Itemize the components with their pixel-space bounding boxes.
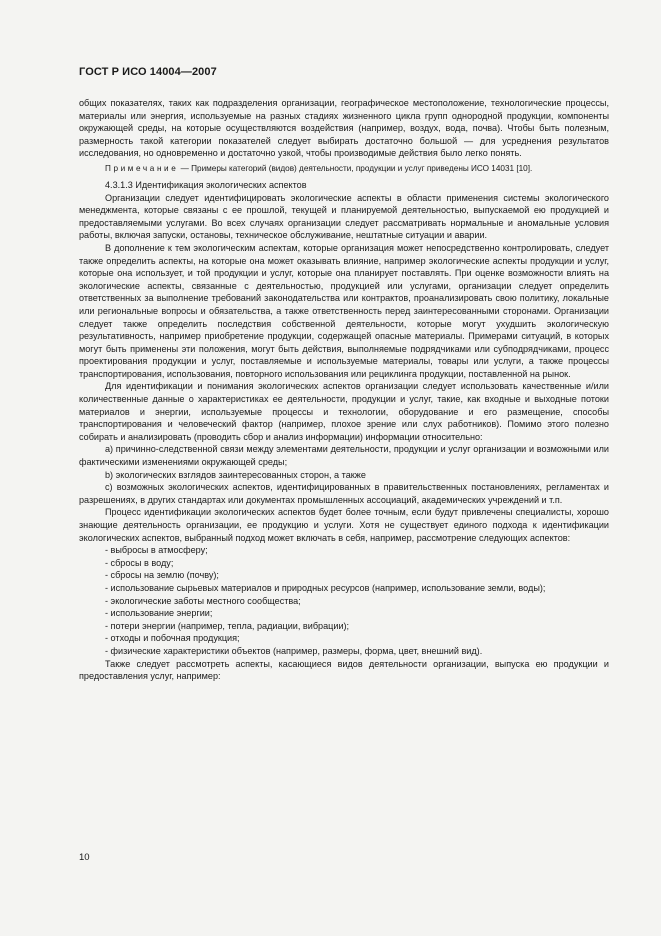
dash-item: - отходы и побочная продукция; xyxy=(105,633,240,644)
paragraph: Организации следует идентифицировать экологические аспекты в области применения системы экологического менеджмента, которые связаны с ее прошлой, текущей и планируемой деятельностью, выпускаемой ею продукцией и предоставляемыми услугами. Во всех случаях организации следует рассматривать нормальные и аномальные условия работы, включая запуски, остановы, техническое обслуживание, нештатные ситуации и аварии. xyxy=(79,192,609,241)
dash-item: - использование сырьевых материалов и природных ресурсов (например, использование земли, воды); xyxy=(105,582,546,593)
paragraph: Для идентификации и понимания экологических аспектов организации следует использовать качественные и/или количественные данные о характеристиках ее деятельности, продукции и услуг, такие, как входные и выходные потоки материалов и энергии, используемые процессы и технологии, оборудование и его размещение, способы транспортирования и человеческий фактор (например, плохое зрение или слух работников). Помимо этого полезно собирать и анализировать (проводить сбор и анализ информации) информации относительно: xyxy=(79,381,609,442)
list-item-b: b) экологических взглядов заинтересованных сторон, а также xyxy=(105,469,366,480)
page-number: 10 xyxy=(79,852,90,863)
paragraph-continuation: общих показателях, таких как подразделения организации, географическое местоположение, технологические процессы, материалы или энергия, используемые на разных стадиях жизненного цикла групп однородной продукции, компоненты окружающей среды, на которые осуществляются воздействия (например, воздух, вода, почва). Чтобы быть полезным, размерность такой категории показателей следует выбирать достаточно большой — для усреднения результатов исследования, но одновременно и достаточно узкой, чтобы производимые действия было легко понять. xyxy=(79,98,609,159)
dash-item: - физические характеристики объектов (например, размеры, форма, цвет, внешний вид). xyxy=(105,645,483,656)
dash-item: - потери энергии (например, тепла, радиации, вибрации); xyxy=(105,620,350,631)
page-body xyxy=(79,97,609,683)
dash-item: - использование энергии; xyxy=(105,608,213,619)
paragraph: Процесс идентификации экологических аспектов будет более точным, если будут привлечены специалисты, хорошо знающие деятельность организации, ее продукцию и услуги. Хотя не существует единого подхода к идентификации экологических аспектов, выбранный подход может включать в себя, например, рассмотрение следующих аспектов: xyxy=(79,507,609,543)
dash-item: - сбросы на землю (почву); xyxy=(105,570,219,581)
section-heading: 4.3.1.3 Идентификация экологических аспектов xyxy=(105,179,307,190)
page-header-title: ГОСТ Р ИСО 14004—2007 xyxy=(79,66,217,78)
paragraph: Также следует рассмотреть аспекты, касающиеся видов деятельности организации, выпуска ею продукции и предоставления услуг, например: xyxy=(79,658,609,682)
note xyxy=(79,163,609,175)
dash-item: - экологические заботы местного сообщества; xyxy=(105,595,301,606)
list-item-a: a) причинно-следственной связи между элементами деятельности, продукции и услуг организации и возможными или фактическими изменениями окружающей среды; xyxy=(79,444,609,468)
dash-item: - сбросы в воду; xyxy=(105,557,174,568)
note-label: Примечание xyxy=(105,163,179,173)
dash-item: - выбросы в атмосферу; xyxy=(105,545,208,556)
list-item-c: c) возможных экологических аспектов, идентифицированных в правительственных постановлениях, регламентах и разрешениях, в других стандартах или документах промышленных ассоциаций, академических учреждений и т.п. xyxy=(79,482,609,505)
paragraph: В дополнение к тем экологическим аспектам, которые организация может непосредственно контролировать, следует также определить аспекты, на которые она может оказывать влияние, например экологические аспекты продукции и услуг, которые она использует, и той продукции и услуг, которые она планирует поставлять. При оценке возможности влиять на экологические аспекты, связанные с деятельностью, продукцией или услугами, организации следует определить ответственных за выполнение требований законодательства или контрактов, проанализировать свою политику, локальные или региональные вопросы и обязательства, а также ответственность перед заинтересованными сторонами. Организации следует также определить последствия собственной деятельности, которые могут ухудшить экологическую результативность, например приобретение продукции, содержащей опасные материалы. Примерами ситуаций, в которых могут быть применены эти положения, могут быть действия, выполняемые подрядчиками или субподрядчиками, процесс проектирования продукции и услуг, поставляемые и используемые материалы, товары или услуги, а также процессы транспортирования, использования, повторного использования или рециклинга продукции, поставленной на рынок. xyxy=(79,242,609,379)
note-text: — Примеры категорий (видов) деятельности, продукции и услуг приведены ИСО 14031 [10]. xyxy=(178,163,533,173)
